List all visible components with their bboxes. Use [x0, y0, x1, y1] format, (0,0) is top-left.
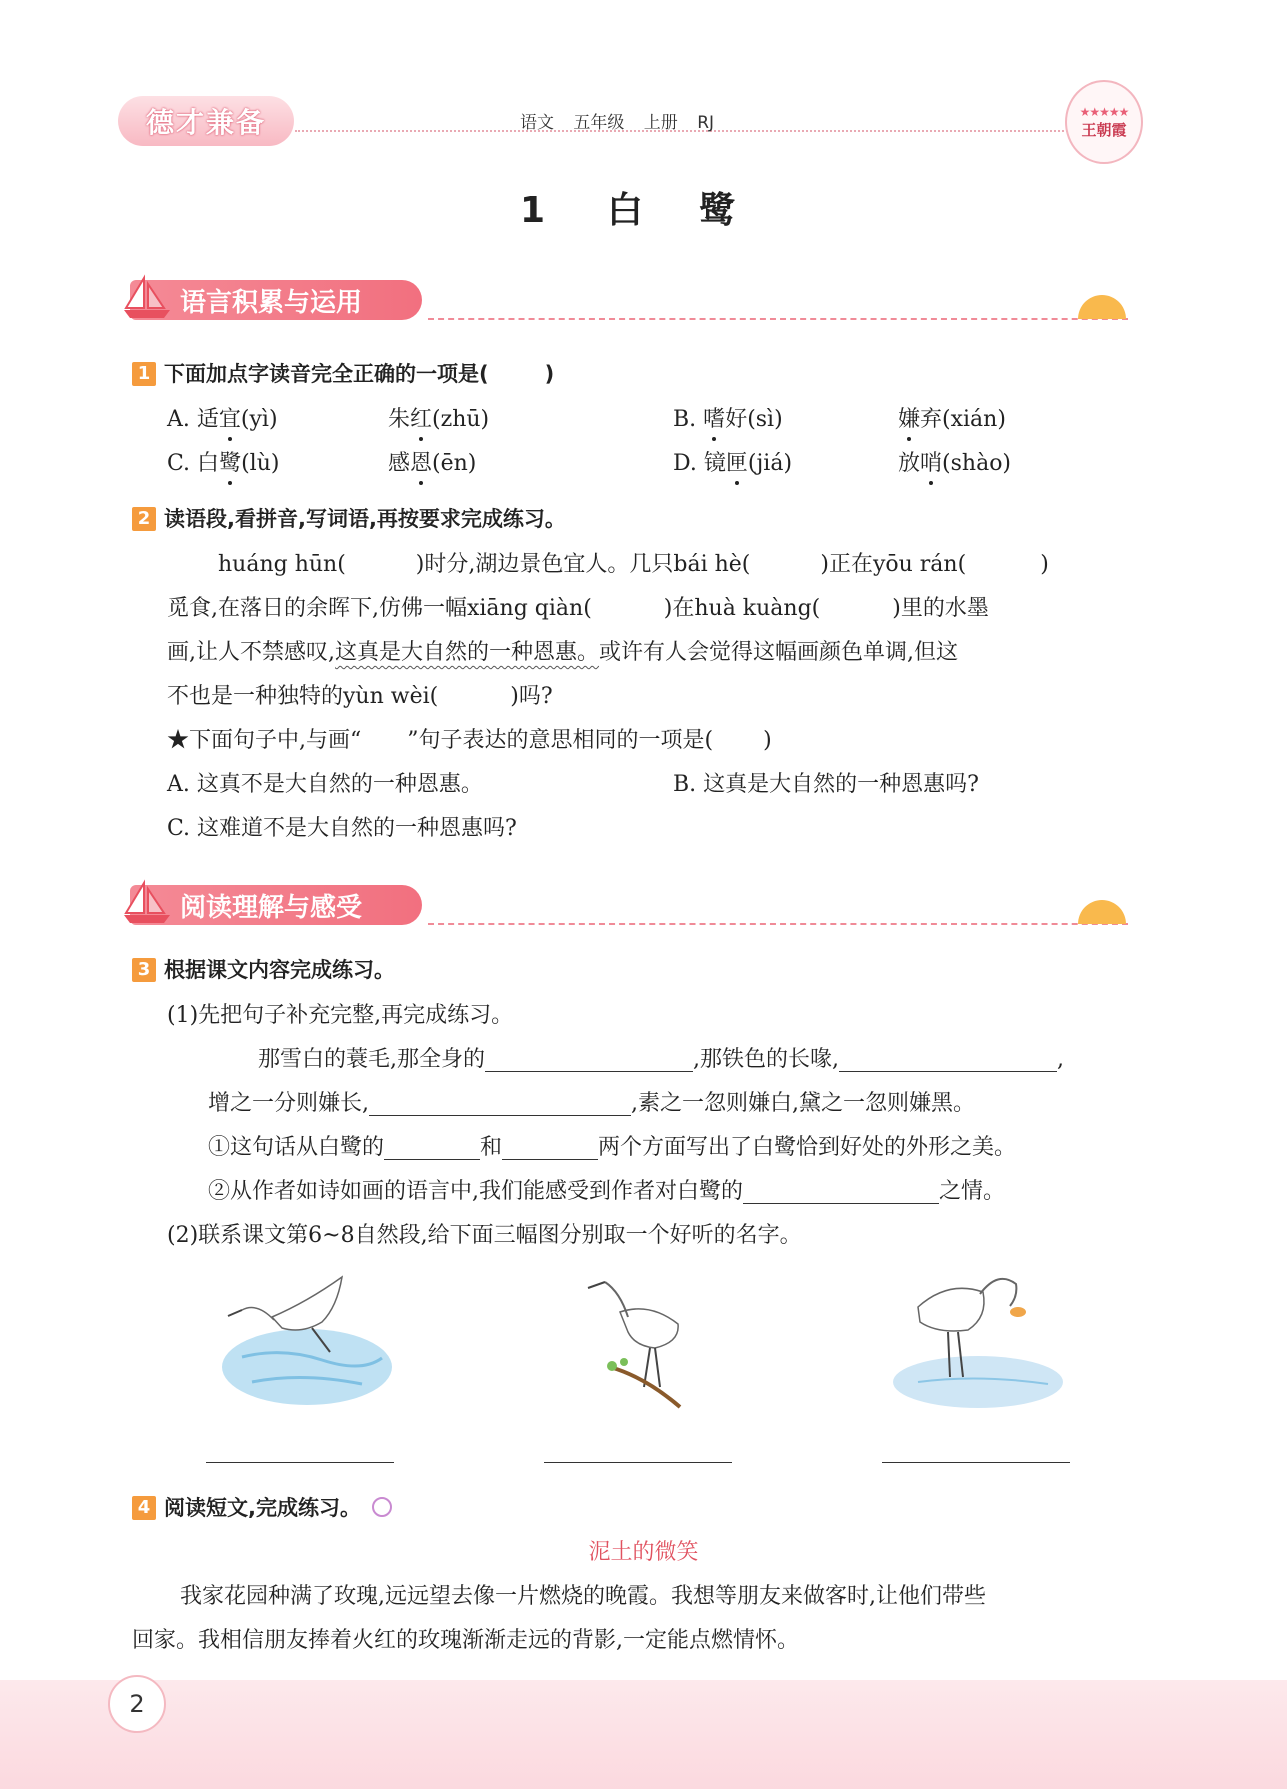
q1-option-a2: 朱红(zhū) — [388, 402, 489, 433]
q1-option-d2: 放哨(shào) — [898, 446, 1011, 477]
q3-sentence-line-2: 增之一分则嫌长, ,素之一忽则嫌白,黛之一忽则嫌黑。 — [208, 1091, 975, 1116]
answer-line-3[interactable] — [882, 1462, 1070, 1463]
location-pin-icon — [372, 1497, 392, 1517]
footer-band — [0, 1680, 1287, 1789]
blank-body[interactable] — [485, 1049, 693, 1072]
q2-paragraph-line-2: 觅食,在落日的余晖下,仿佛一幅xiāng qiàn( )在huà kuàng( )里的水墨 — [167, 596, 989, 621]
blank-beak[interactable] — [839, 1049, 1057, 1072]
q2-stem-text: 读语段,看拼音,写词语,再按要求完成练习。 — [164, 507, 566, 531]
section-banner-2 — [130, 885, 422, 925]
egret-perched-picture — [560, 1262, 740, 1412]
q1-option-c2: 感恩(ēn) — [388, 446, 476, 477]
story-line-2: 回家。我相信朋友捧着火红的玫瑰渐渐走远的背影,一定能点燃情怀。 — [132, 1628, 799, 1653]
q2-number: 2 — [132, 507, 156, 531]
q1-option-a1: A. 适宜(yì) — [167, 402, 278, 433]
q2-star-question: ★下面句子中,与画“ ”句子表达的意思相同的一项是( ) — [167, 728, 772, 753]
egret-fishing-picture — [888, 1262, 1068, 1412]
q2-paragraph-line-4: 不也是一种独特的yùn wèi( )吗? — [167, 684, 553, 709]
q3-sentence-line-1: 那雪白的蓑毛,那全身的 ,那铁色的长喙, , — [258, 1047, 1064, 1072]
q4-number: 4 — [132, 1496, 156, 1520]
stars-icon: ★★★★★ — [1079, 104, 1129, 119]
badge-name: 王朝霞 — [1081, 120, 1127, 139]
q1-stem-end: ) — [544, 362, 555, 386]
q1-number: 1 — [132, 362, 156, 386]
page-title — [0, 182, 1287, 233]
q3-stem-text: 根据课文内容完成练习。 — [164, 958, 395, 982]
q3-sub2: (2)联系课文第6~8自然段,给下面三幅图分别取一个好听的名字。 — [167, 1223, 802, 1248]
q3-c2: ②从作者如诗如画的语言中,我们能感受到作者对白鹭的 之情。 — [208, 1179, 1006, 1204]
sunset-icon — [1078, 900, 1126, 924]
q1-option-b2: 嫌弃(xián) — [898, 402, 1006, 433]
section-divider-2 — [428, 923, 1128, 925]
q3-stem — [132, 954, 395, 984]
blank-aspect-2[interactable] — [502, 1137, 598, 1160]
q1-stem — [132, 358, 554, 388]
blank-aspect-1[interactable] — [384, 1137, 480, 1160]
q3-number: 3 — [132, 958, 156, 982]
q1-option-c1: C. 白鹭(lù) — [167, 446, 279, 477]
title-char-2: 鹭 — [699, 190, 744, 231]
q2-option-b: B. 这真是大自然的一种恩惠吗? — [673, 772, 979, 797]
q2-option-c: C. 这难道不是大自然的一种恩惠吗? — [167, 816, 517, 841]
brand-logo — [118, 96, 294, 146]
author-badge — [1065, 80, 1143, 164]
q2-paragraph-line-1: huáng hūn( )时分,湖边景色宜人。几只bái hè( )正在yōu rán( ) — [218, 552, 1049, 577]
q3-c1: ①这句话从白鹭的 和 两个方面写出了白鹭恰到好处的外形之美。 — [208, 1135, 1017, 1160]
egret-flying-picture — [212, 1262, 392, 1412]
q1-option-b1: B. 嗜好(sì) — [673, 402, 783, 433]
header-subtitle: 语文 五年级 上册 RJ — [520, 113, 715, 133]
lesson-number: 1 — [519, 190, 554, 231]
q1-stem-text: 下面加点字读音完全正确的一项是( — [164, 362, 489, 386]
story-line-1: 我家花园种满了玫瑰,远远望去像一片燃烧的晚霞。我想等朋友来做客时,让他们带些 — [180, 1584, 986, 1609]
logo-text: 德才兼备 — [145, 106, 266, 139]
sailboat-icon — [122, 274, 174, 320]
q2-option-a: A. 这真不是大自然的一种恩惠。 — [167, 772, 483, 797]
section-label-1: 语言积累与运用 — [180, 287, 363, 318]
q2-stem — [132, 503, 566, 533]
title-char-1: 白 — [607, 190, 652, 231]
page-number: 2 — [108, 1675, 166, 1733]
section-banner-1 — [130, 280, 422, 320]
q2-paragraph-line-3: 画,让人不禁感叹,这真是大自然的一种恩惠。或许有人会觉得这幅画颜色单调,但这 — [167, 640, 959, 665]
sailboat-icon — [122, 879, 174, 925]
blank-feeling[interactable] — [743, 1181, 939, 1204]
wavy-underlined-sentence: 这真是大自然的一种恩惠。 — [335, 640, 600, 665]
story-title: 泥土的微笑 — [588, 1540, 699, 1565]
answer-line-2[interactable] — [544, 1462, 732, 1463]
q4-stem-text: 阅读短文,完成练习。 — [164, 1496, 361, 1520]
section-divider-1 — [428, 318, 1128, 320]
q1-option-d1: D. 镜匣(jiá) — [673, 446, 792, 477]
sunset-icon — [1078, 295, 1126, 319]
section-label-2: 阅读理解与感受 — [180, 892, 363, 923]
wavy-mark — [361, 728, 407, 753]
answer-line-1[interactable] — [206, 1462, 394, 1463]
blank-length[interactable] — [369, 1093, 631, 1116]
q4-stem — [132, 1492, 392, 1522]
q3-sub1: (1)先把句子补充完整,再完成练习。 — [167, 1003, 514, 1028]
